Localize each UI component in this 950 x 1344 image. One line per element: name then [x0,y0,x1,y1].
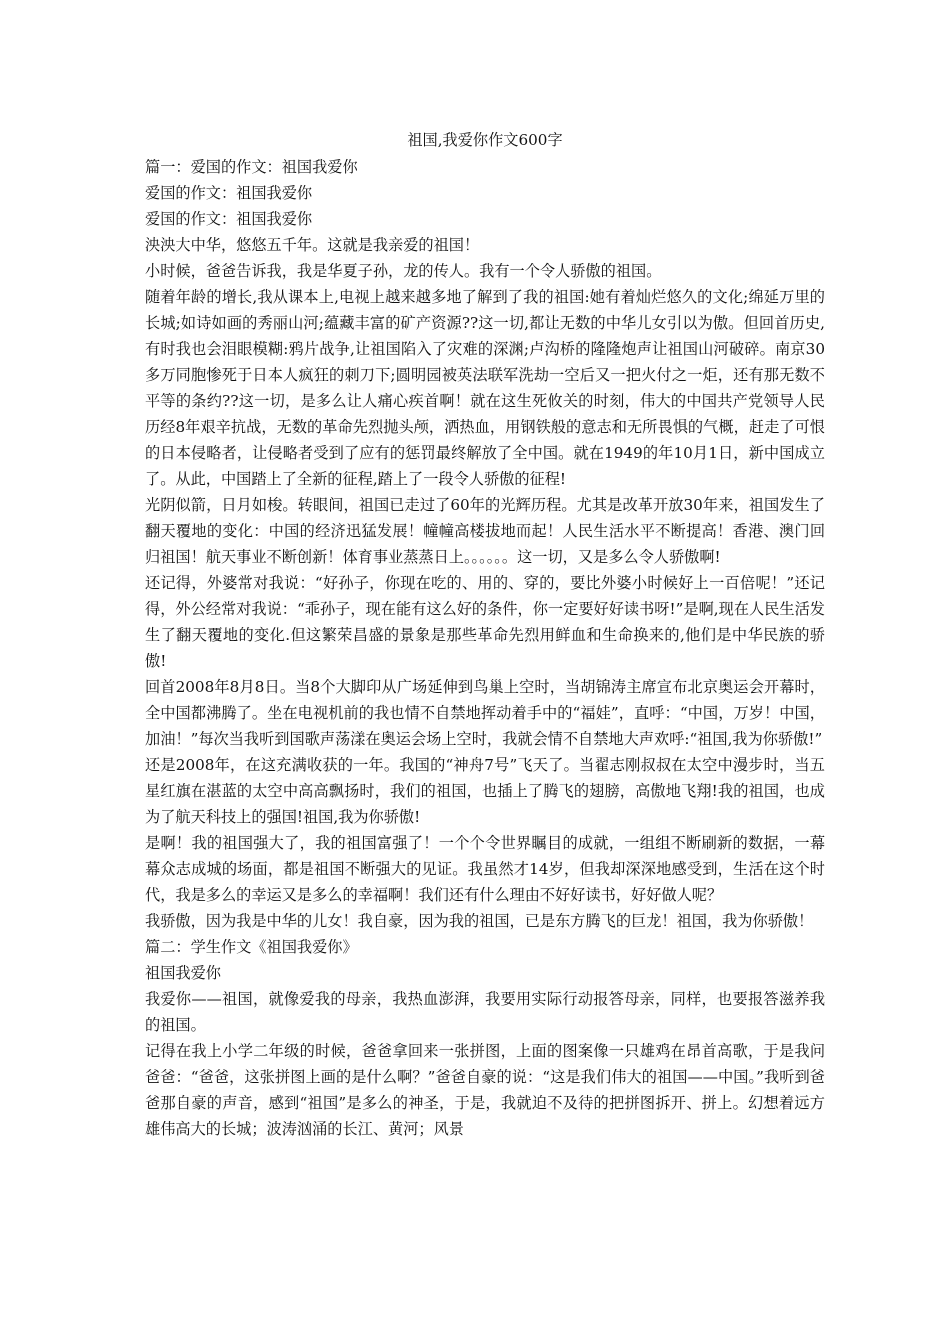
paragraph: 小时候，爸爸告诉我，我是华夏子孙，龙的传人。我有一个令人骄傲的祖国。 [145,262,662,280]
paragraph: 篇一：爱国的作文：祖国我爱你 [145,158,358,176]
paragraph: 爱国的作文：祖国我爱你 [145,184,313,202]
paragraph: 祖国我爱你 [145,964,221,982]
paragraph: 还记得，外婆常对我说：“好孙子，你现在吃的、用的、穿的，要比外婆小时候好上一百倍呢！”还记得，外公经常对我说：“乖孙子，现在能有这么好的条件，你一定要好好读书呀!”是啊,现在人民生活发生了翻天覆地的变化.但这繁荣昌盛的景象是那些革命先烈用鲜血和生命换来的,他们是中华民族的骄傲! [145,574,825,670]
document-page [145,126,825,1142]
document-title: 祖国,我爱你作文600字 [407,131,563,149]
paragraph: 我骄傲，因为我是中华的儿女！我自豪，因为我的祖国，已是东方腾飞的巨龙！祖国，我为你骄傲！ [145,912,814,930]
paragraph: 记得在我上小学二年级的时候，爸爸拿回来一张拼图，上面的图案像一只雄鸡在昂首高歌，于是我问爸爸：“爸爸，这张拼图上画的是什么啊？”爸爸自豪的说：“这是我们伟大的祖国——中国。”我听到爸爸那自豪的声音，感到“祖国”是多么的神圣，于是，我就迫不及待的把拼图拆开、拼上。幻想着远方雄伟高大的长城；波涛汹涌的长江、黄河；风景 [145,1042,825,1138]
paragraph: 随着年龄的增长,我从课本上,电视上越来越多地了解到了我的祖国:她有着灿烂悠久的文化;绵延万里的长城;如诗如画的秀丽山河;蕴藏丰富的矿产资源??这一切,都让无数的中华儿女引以为傲。但回首历史,有时我也会泪眼模糊:鸦片战争,让祖国陷入了灾难的深渊;卢沟桥的隆隆炮声让祖国山河破碎。南京30多万同胞惨死于日本人疯狂的刺刀下;圆明园被英法联军洗劫一空后又一把火付之一炬，还有那无数不平等的条约??这一切，是多么让人痛心疾首啊！就在这生死攸关的时刻，伟大的中国共产党领导人民历经8年艰辛抗战，无数的革命先烈抛头颅，洒热血，用钢铁般的意志和无所畏惧的气概，赶走了可恨的日本侵略者，让侵略者受到了应有的惩罚最终解放了全中国。就在1949的年10月1日，新中国成立了。从此，中国踏上了全新的征程,踏上了一段令人骄傲的征程! [145,288,825,488]
paragraph: 爱国的作文：祖国我爱你 [145,210,313,228]
paragraph: 是啊！我的祖国强大了，我的祖国富强了！一个个令世界瞩目的成就，一组组不断刷新的数据，一幕幕众志成城的场面，都是祖国不断强大的见证。我虽然才14岁，但我却深深地感受到，生活在这个时代，我是多么的幸运又是多么的幸福啊！我们还有什么理由不好好读书，好好做人呢？ [145,834,825,904]
paragraph: 泱泱大中华，悠悠五千年。这就是我亲爱的祖国！ [145,236,480,254]
paragraph: 光阴似箭，日月如梭。转眼间，祖国已走过了60年的光辉历程。尤其是改革开放30年来，祖国发生了翻天覆地的变化：中国的经济迅猛发展！幢幢高楼拔地而起！人民生活水平不断提高！香港、澳门回归祖国！航天事业不断创新！体育事业蒸蒸日上。。。。。。这一切，又是多么令人骄傲啊! [145,496,825,566]
paragraph: 回首2008年8月8日。当8个大脚印从广场延伸到鸟巢上空时，当胡锦涛主席宣布北京奥运会开幕时，全中国都沸腾了。坐在电视机前的我也情不自禁地挥动着手中的“福娃”，直呼：“中国，万岁！中国，加油！”每次当我听到国歌声荡漾在奥运会场上空时，我就会情不自禁地大声欢呼:“祖国,我为你骄傲!” [145,678,825,748]
paragraph: 我爱你——祖国，就像爱我的母亲，我热血澎湃，我要用实际行动报答母亲，同样，也要报答滋养我的祖国。 [145,990,825,1034]
section-heading: 篇二：学生作文《祖国我爱你》 [145,938,358,956]
paragraph: 还是2008年，在这充满收获的一年。我国的“神舟7号”飞天了。当翟志刚叔叔在太空中漫步时，当五星红旗在湛蓝的太空中高高飘扬时，我们的祖国，也插上了腾飞的翅膀，高傲地飞翔!我的祖国，也成为了航天科技上的强国!祖国,我为你骄傲! [145,756,825,826]
